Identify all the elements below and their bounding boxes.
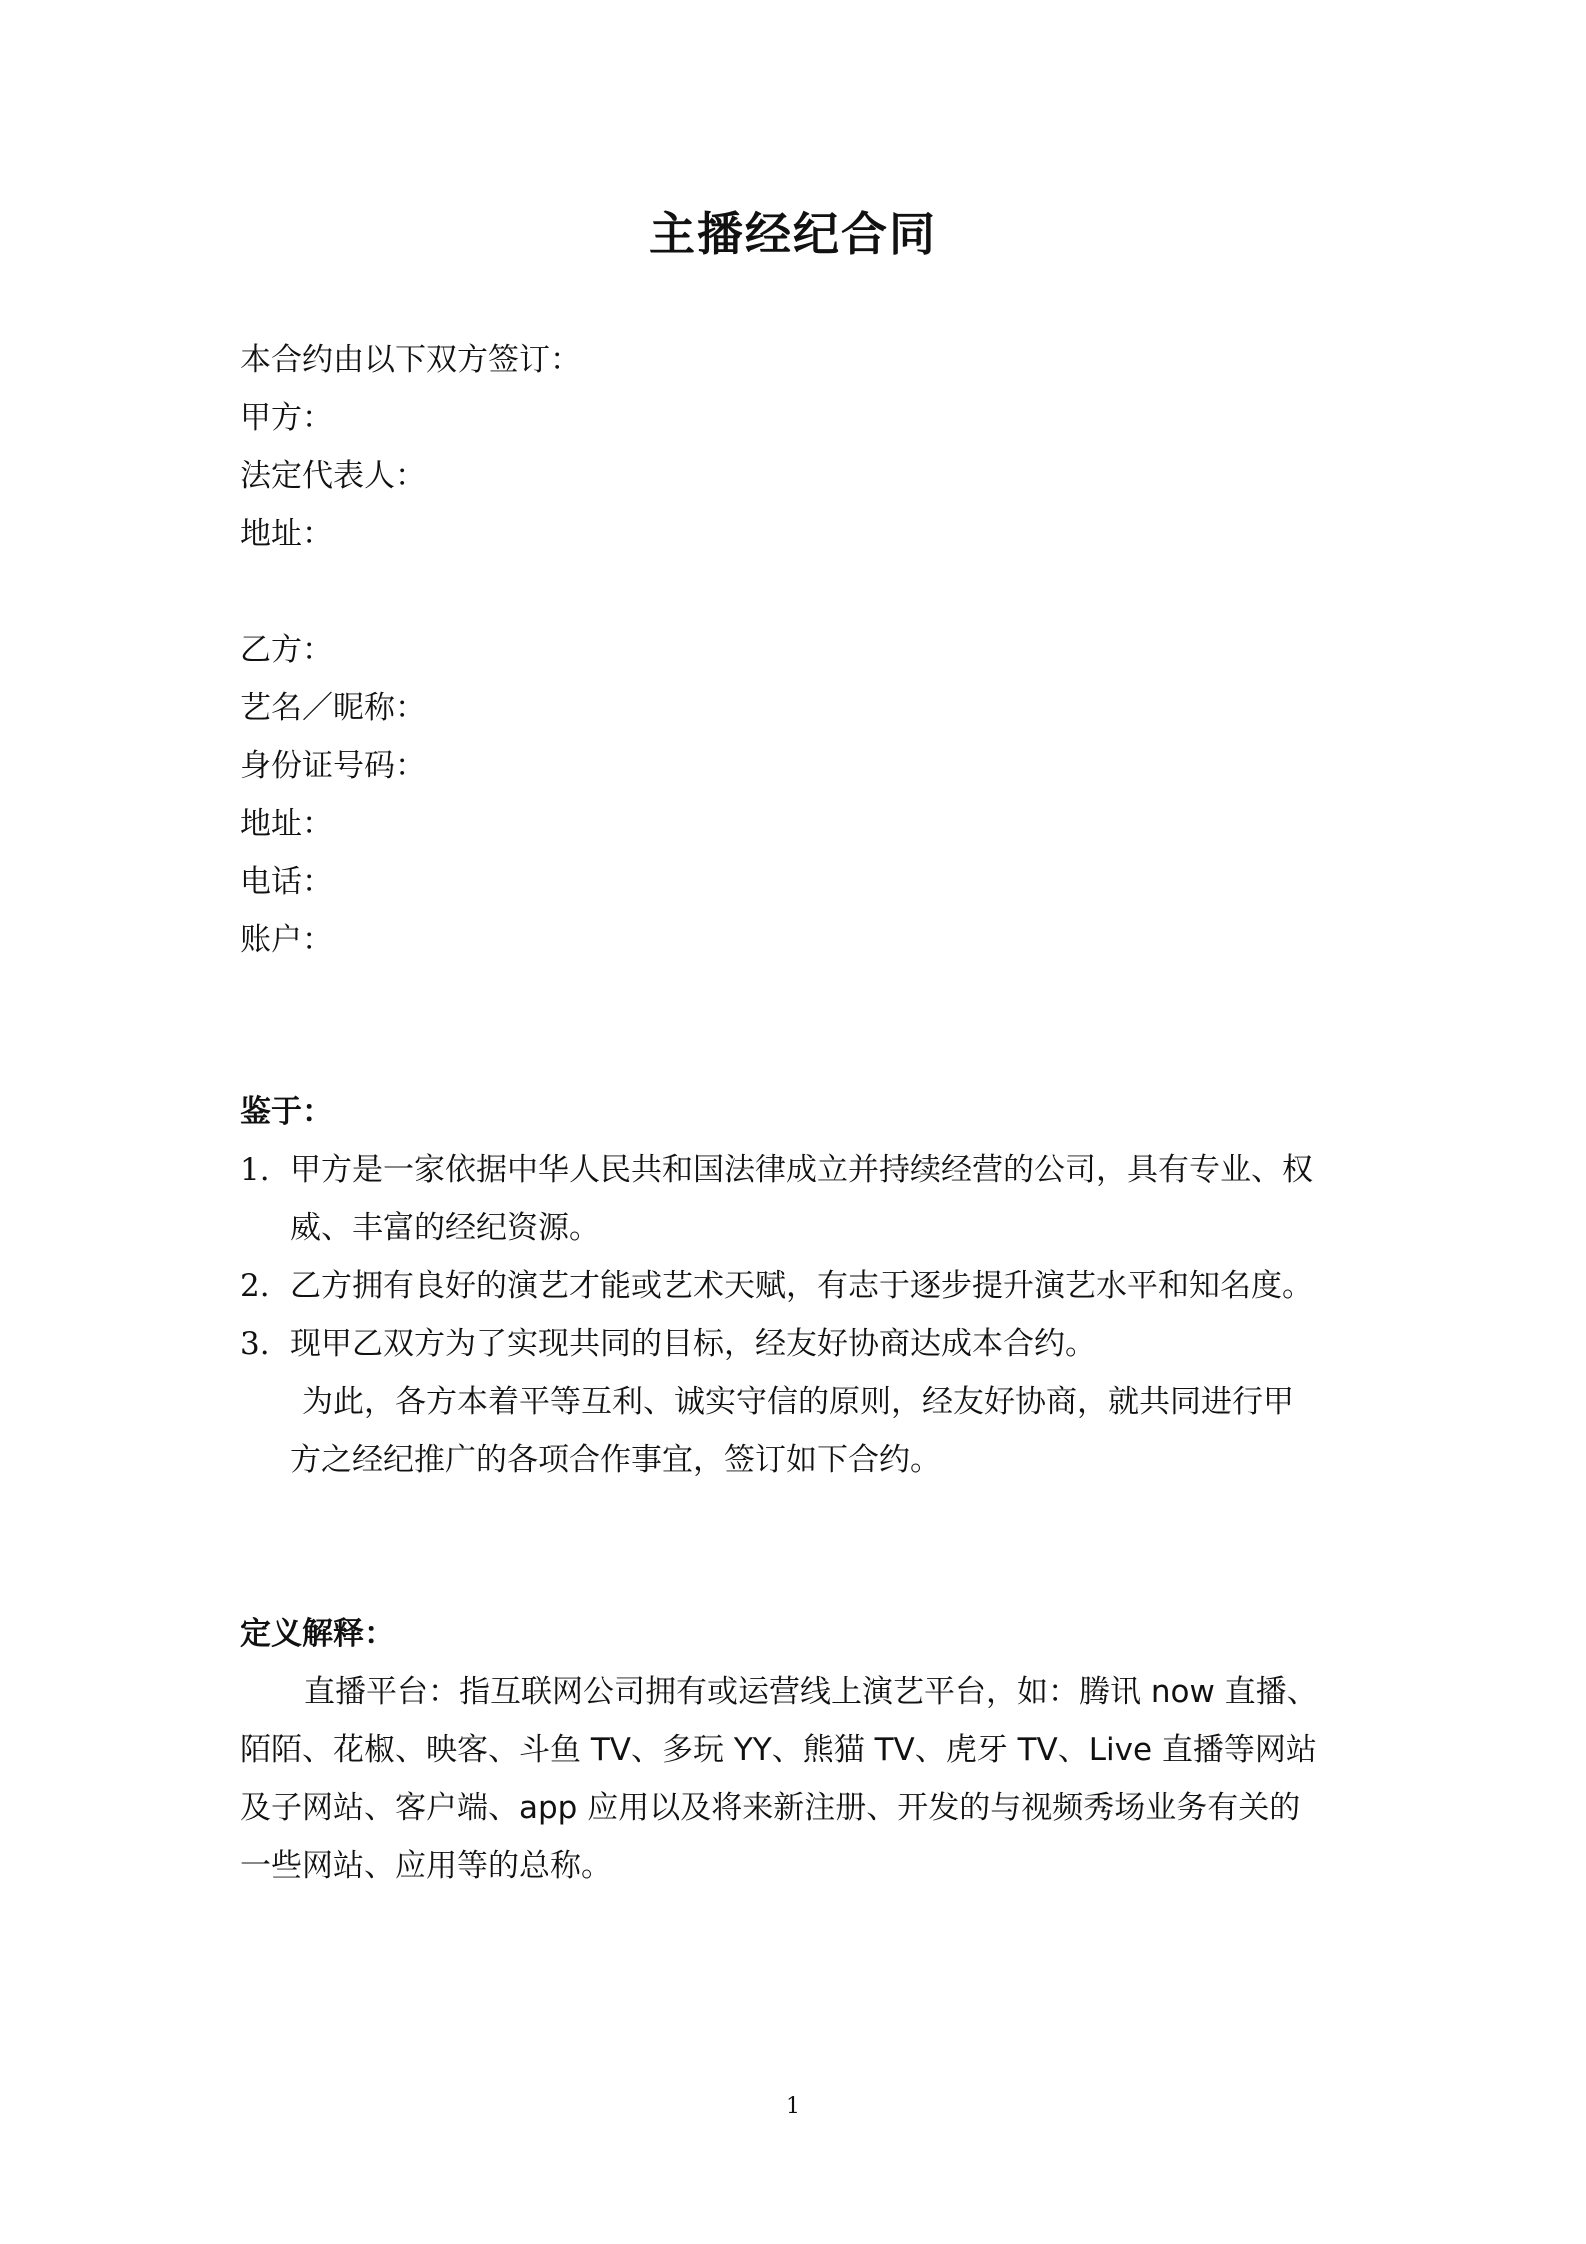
whereas-closing-line: 为此，各方本着平等互利、诚实守信的原则，经友好协商，就共同进行甲 [302,1384,1294,1420]
definitions-line: 直播平台：指互联网公司拥有或运营线上演艺平台，如：腾讯 now 直播、 [304,1674,1318,1710]
stage-name-label: 艺名／昵称： [240,690,426,726]
whereas-item-number: 2. [240,1268,270,1304]
whereas-item-line: 甲方是一家依据中华人民共和国法律成立并持续经营的公司，具有专业、权 [290,1152,1313,1188]
definitions-line: 一些网站、应用等的总称。 [240,1848,612,1884]
whereas-item-number: 1. [240,1152,270,1188]
id-number-label: 身份证号码： [240,748,426,784]
whereas-item-number: 3. [240,1326,270,1362]
address-a-label: 地址： [240,516,333,552]
party-b-label: 乙方： [240,632,333,668]
whereas-item-line: 威、丰富的经纪资源。 [290,1210,600,1246]
page-number: 1 [786,2094,800,2119]
parties-intro: 本合约由以下双方签订： [240,342,581,378]
whereas-item-line: 乙方拥有良好的演艺才能或艺术天赋，有志于逐步提升演艺水平和知名度。 [290,1268,1313,1304]
phone-label: 电话： [240,864,333,900]
definitions-heading: 定义解释： [240,1616,395,1652]
whereas-heading: 鉴于： [240,1094,333,1130]
definitions-line: 及子网站、客户端、app 应用以及将来新注册、开发的与视频秀场业务有关的 [240,1790,1301,1826]
definitions-line: 陌陌、花椒、映客、斗鱼 TV、多玩 YY、熊猫 TV、虎牙 TV、Live 直播等网站 [240,1732,1317,1768]
account-label: 账户： [240,922,333,958]
party-a-label: 甲方： [240,400,333,436]
document-title: 主播经纪合同 [649,207,937,261]
address-b-label: 地址： [240,806,333,842]
whereas-item-line: 现甲乙双方为了实现共同的目标，经友好协商达成本合约。 [290,1326,1096,1362]
legal-rep-label: 法定代表人： [240,458,426,494]
whereas-closing-line: 方之经纪推广的各项合作事宜，签订如下合约。 [290,1442,941,1478]
